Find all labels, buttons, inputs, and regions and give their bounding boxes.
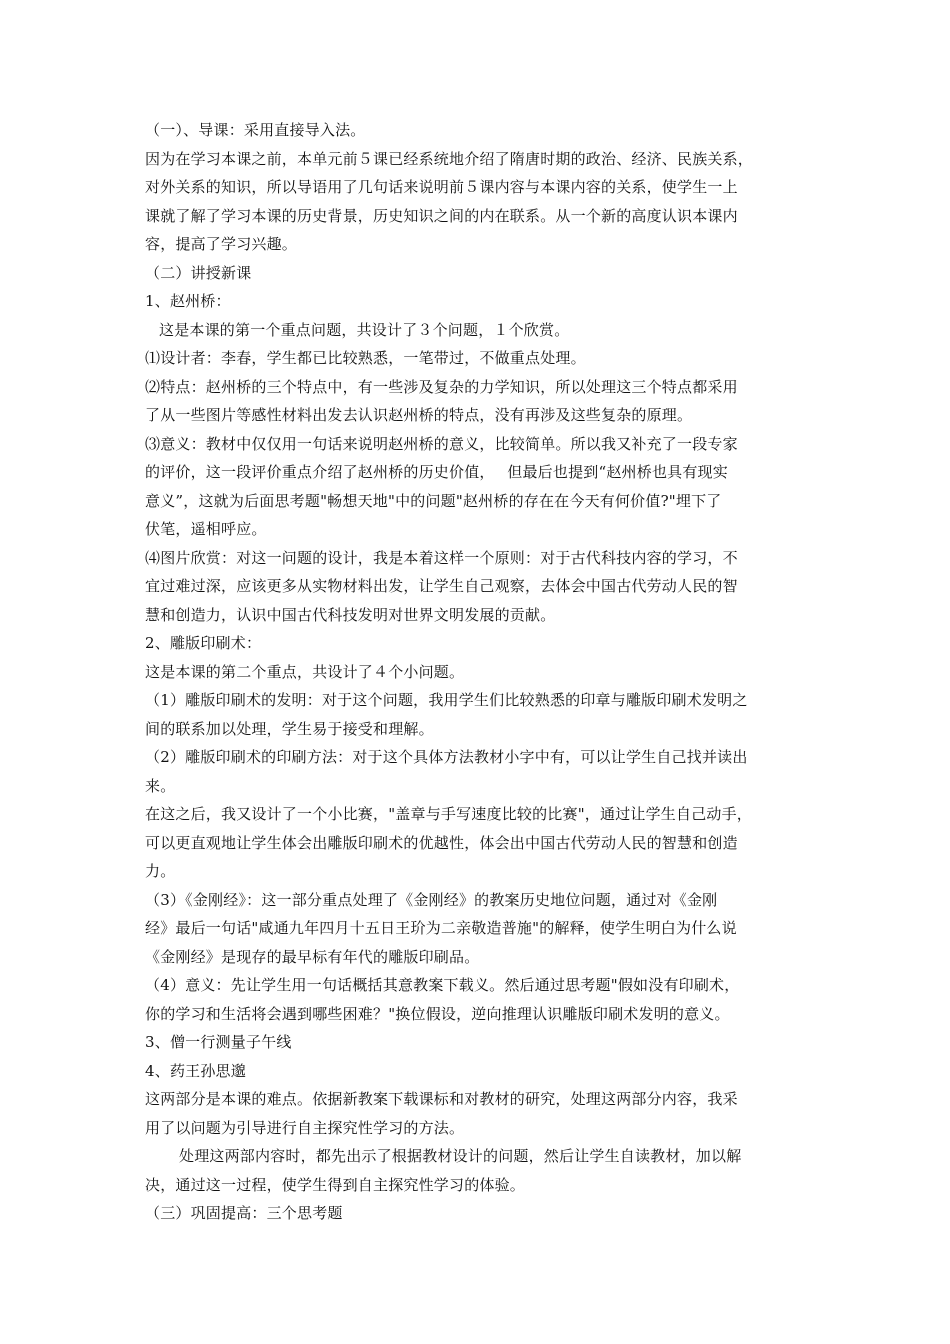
- text-line: 对外关系的知识，所以导语用了几句话来说明前５课内容与本课内容的关系，使学生一上: [145, 178, 738, 196]
- text-line: 经》最后一句话"咸通九年四月十五日王玠为二亲敬造普施"的解释，使学生明白为什么说: [145, 919, 737, 937]
- text-line: 了从一些图片等感性材料出发去认识赵州桥的特点，没有再涉及这些复杂的原理。: [145, 406, 693, 424]
- text-line: 这是本课的第二个重点，共设计了４个小问题。: [145, 662, 465, 681]
- text-line: 意义”，这就为后面思考题"畅想天地"中的问题"赵州桥的存在在今天有何价值?"埋下了: [145, 491, 722, 510]
- text-line: 力。: [145, 862, 176, 880]
- text-line: 慧和创造力，认识中国古代科技发明对世界文明发展的贡献。: [145, 605, 556, 624]
- text-line: （2）雕版印刷术的印刷方法：对于这个具体方法教材小字中有，可以让学生自己找并读出: [145, 748, 748, 766]
- document-body: [145, 116, 815, 1228]
- text-line: 宜过难过深，应该更多从实物材料出发，让学生自己观察，去体会中国古代劳动人民的智: [145, 577, 738, 595]
- text-line: ⑴设计者：李春，学生都已比较熟悉，一笔带过，不做重点处理。: [145, 349, 586, 367]
- text-line: 《金刚经》是现存的最早标有年代的雕版印刷品。: [145, 947, 480, 966]
- text-line: 你的学习和生活将会遇到哪些困难？"换位假设，逆向推理认识雕版印刷术发明的意义。: [145, 1004, 730, 1023]
- text-line: （1）雕版印刷术的发明：对于这个问题，我用学生们比较熟悉的印章与雕版印刷术发明之: [145, 691, 748, 709]
- text-line: 2、雕版印刷术：: [145, 634, 262, 652]
- text-line: 1、赵州桥：: [145, 292, 231, 310]
- text-line: ⑵特点：赵州桥的三个特点中，有一些涉及复杂的力学知识，所以处理这三个特点都采用: [145, 377, 738, 396]
- text-line: ⑷图片欣赏：对这一问题的设计，我是本着这样一个原则：对于古代科技内容的学习，不: [145, 548, 738, 567]
- text-line: 的评价，这一段评价重点介绍了赵州桥的历史价值， 但最后也提到“赵州桥也具有现实: [145, 463, 728, 481]
- text-line: （3）《金刚经》：这一部分重点处理了《金刚经》的教案历史地位问题，通过对《金刚: [145, 890, 718, 909]
- text-line: 伏笔，遥相呼应。: [145, 520, 267, 538]
- text-line: 来。: [145, 776, 176, 795]
- text-line: 间的联系加以处理，学生易于接受和理解。: [145, 719, 434, 738]
- text-line: 4、药王孙思邈: [145, 1061, 246, 1080]
- text-line: 在这之后，我又设计了一个小比赛，"盖章与手写速度比较的比赛"，通过让学生自己动手，: [145, 805, 753, 823]
- text-line: 用了以问题为引导进行自主探究性学习的方法。: [145, 1118, 465, 1137]
- text-line: 课就了解了学习本课的历史背景，历史知识之间的内在联系。从一个新的高度认识本课内: [145, 206, 738, 225]
- text-line: 容，提高了学习兴趣。: [145, 235, 298, 253]
- text-line: （二）讲授新课: [145, 263, 252, 282]
- text-line: 可以更直观地让学生体会出雕版印刷术的优越性，体会出中国古代劳动人民的智慧和创造: [145, 833, 738, 852]
- text-line: （4）意义：先让学生用一句话概括其意教案下载义。然后通过思考题"假如没有印刷术，: [145, 976, 740, 994]
- text-line: 因为在学习本课之前，本单元前５课已经系统地介绍了隋唐时期的政治、经济、民族关系，: [145, 149, 754, 168]
- text-line: 决，通过这一过程，使学生得到自主探究性学习的体验。: [145, 1175, 526, 1194]
- text-line: ⑶意义：教材中仅仅用一句话来说明赵州桥的意义，比较简单。所以我又补充了一段专家: [145, 434, 738, 453]
- text-line: 这是本课的第一个重点问题，共设计了３个问题，１个欣赏。: [159, 320, 570, 339]
- text-line: 3、僧一行测量子午线: [145, 1033, 292, 1051]
- text-line: （一）、导课：采用直接导入法。: [145, 121, 366, 139]
- text-line: （三）巩固提高：三个思考题: [145, 1204, 343, 1222]
- text-line: 这两部分是本课的难点。依据新教案下载课标和对教材的研究，处理这两部分内容，我采: [145, 1090, 738, 1108]
- text-line: 处理这两部内容时，都先出示了根据教材设计的问题，然后让学生自读教材，加以解: [179, 1147, 742, 1165]
